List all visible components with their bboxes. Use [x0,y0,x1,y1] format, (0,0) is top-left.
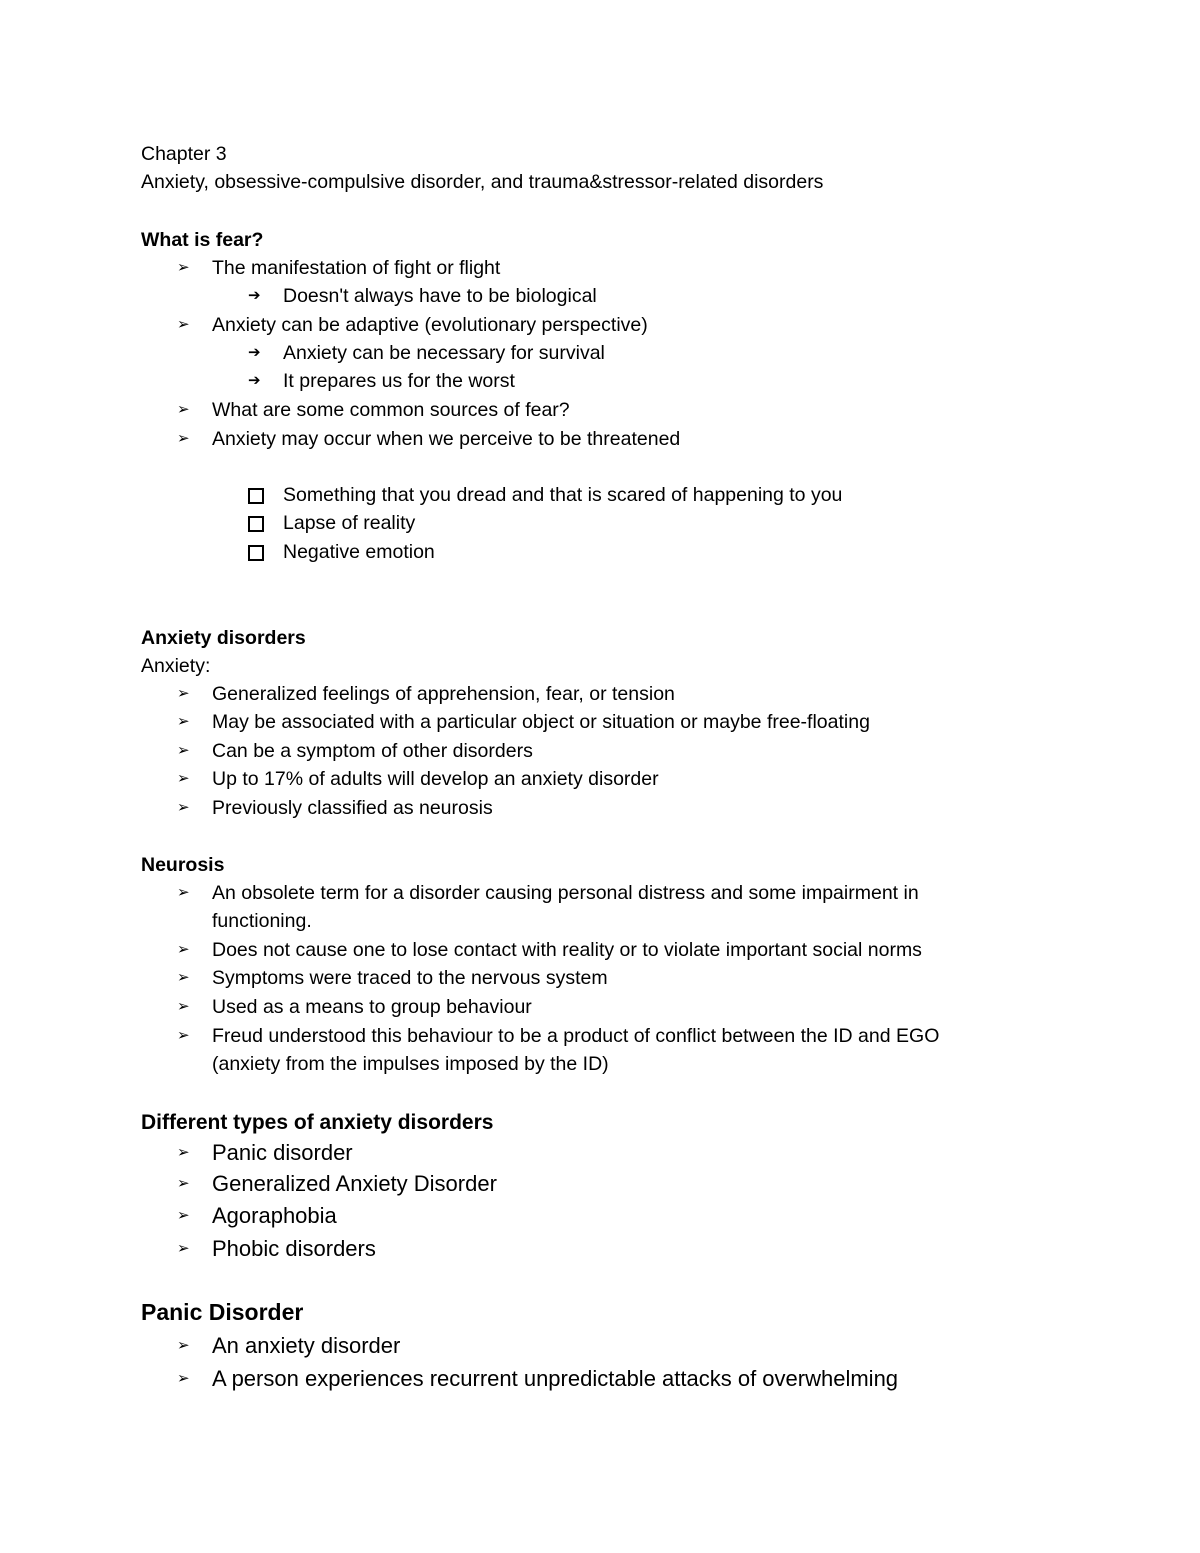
section-heading-panic: Panic Disorder [141,1299,304,1325]
arrowhead-bullet-icon: ➢ [177,1027,190,1044]
list-item-continuation: (anxiety from the impulses imposed by the ID) [212,1053,609,1075]
anxiety-label: Anxiety: [141,655,211,677]
list-item-continuation: functioning. [212,910,312,932]
section-heading-types: Different types of anxiety disorders [141,1111,494,1134]
checkbox-icon [248,545,264,561]
arrowhead-bullet-icon: ➢ [177,1370,190,1387]
arrow-bullet-icon: ➔ [248,287,261,304]
arrowhead-bullet-icon: ➢ [177,799,190,816]
arrowhead-bullet-icon: ➢ [177,430,190,447]
arrowhead-bullet-icon: ➢ [177,1144,190,1161]
section-heading-neurosis: Neurosis [141,854,225,876]
section-heading-anxiety-disorders: Anxiety disorders [141,627,306,649]
arrow-bullet-icon: ➔ [248,344,261,361]
arrowhead-bullet-icon: ➢ [177,1175,190,1192]
arrowhead-bullet-icon: ➢ [177,713,190,730]
arrowhead-bullet-icon: ➢ [177,316,190,333]
arrow-bullet-icon: ➔ [248,372,261,389]
arrowhead-bullet-icon: ➢ [177,998,190,1015]
arrowhead-bullet-icon: ➢ [177,884,190,901]
section-heading-fear: What is fear? [141,229,264,251]
chapter-title: Chapter 3 [141,143,227,165]
chapter-subtitle: Anxiety, obsessive-compulsive disorder, and trauma&stressor-related disorders [141,171,824,193]
arrowhead-bullet-icon: ➢ [177,685,190,702]
arrowhead-bullet-icon: ➢ [177,401,190,418]
arrowhead-bullet-icon: ➢ [177,941,190,958]
arrowhead-bullet-icon: ➢ [177,1207,190,1224]
arrowhead-bullet-icon: ➢ [177,259,190,276]
arrowhead-bullet-icon: ➢ [177,1337,190,1354]
document-page: Chapter 3 Anxiety, obsessive-compulsive disorder, and trauma&stressor-related disorders What is fear? ➢ The manifestation of fight or flight ➔ Doesn't always have to be biological ➢ Anxiety can be adaptive (evolutionary perspective) ➔ Anxiety can be necessary for survival ➔ It prepares us for the worst ➢ What are some common sources of fear? ➢ Anxiety may occur when we perceive to be threatened Something that you dread and that is scared of happening to you Lapse of reality Negative emotion Anxiety disorders Anxiety: ➢ Generalized feelings of apprehension, fear, or tension ➢ May be associated with a particular object or situation or maybe free-floating ➢ Can be a symptom of other disorders ➢ Up to 17% of adults will develop an anxiety disorder ➢ Previously classified as neurosis Neurosis ➢ An obsolete term for a disorder causing personal distress and some impairment in functioning. ➢ Does not cause one to lose contact with reality or to violate important social norms ➢ Symptoms were traced to the nervous system ➢ Used as a means to group behaviour ➢ Freud understood this behaviour to be a product of conflict between the ID and EGO (anxiety from the impulses imposed by the ID) Different types of anxiety disorders ➢ Panic disorder ➢ Generalized Anxiety Disorder ➢ Agoraphobia ➢ Phobic disorders Panic Disorder ➢ An anxiety disorder ➢ A person experiences recurrent unpredictable attacks of overwhelming [141,143,940,1391]
checkbox-icon [248,488,264,504]
arrowhead-bullet-icon: ➢ [177,770,190,787]
arrowhead-bullet-icon: ➢ [177,1240,190,1257]
arrowhead-bullet-icon: ➢ [177,742,190,759]
checkbox-icon [248,516,264,532]
arrowhead-bullet-icon: ➢ [177,969,190,986]
